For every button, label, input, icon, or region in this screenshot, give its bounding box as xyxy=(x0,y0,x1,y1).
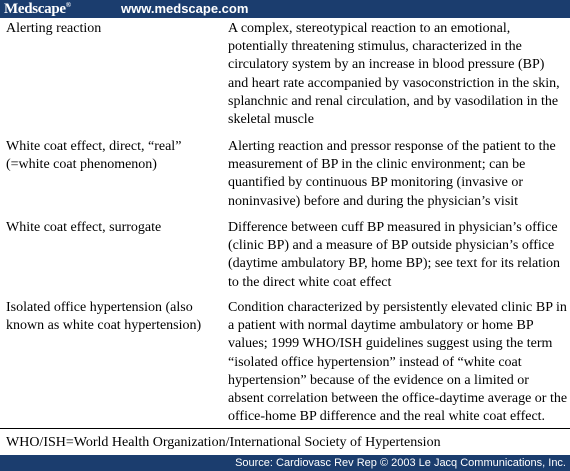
term-cell: Alerting reaction xyxy=(6,21,102,36)
header-bar xyxy=(0,0,570,18)
table-divider xyxy=(0,428,570,429)
term-cell: Isolated office hypertension (also known as white coat hypertension) xyxy=(6,300,202,334)
definition-cell: Condition characterized by persistently elevated clinic BP in a patient with normal daytime ambulatory or home BP values; 1999 WHO/ISH guidelines suggest using the term “isolated office hypertension” instead of “white coat hypertension” because of the evidence on a limited or absent correlation between the office-daytime average or the office-home BP difference and the real white coat effect. xyxy=(228,300,568,425)
definition-cell: A complex, stereotypical reaction to an emotional, potentially threatening stimulus, characterized in the circulatory system by an increase in blood pressure (BP) and heart rate accompanied by vasoconstriction in the skin, splanchnic and renal circulation, and by vasodilation in the skeletal muscle xyxy=(228,21,560,128)
source-citation: Source: Cardiovasc Rev Rep © 2003 Le Jacq Communications, Inc. xyxy=(235,457,566,469)
term-cell: White coat effect, surrogate xyxy=(6,220,162,235)
term-cell: White coat effect, direct, “real” (=white coat phenomenon) xyxy=(6,139,182,173)
medscape-logo[interactable]: Medscape® xyxy=(4,1,71,17)
definition-cell: Difference between cuff BP measured in physician’s office (clinic BP) and a measure of BP outside physician’s office (daytime ambulatory BP, home BP); see text for its relation to the direct white coat effect xyxy=(228,220,561,290)
source-bar xyxy=(0,455,570,471)
footnote: WHO/ISH=World Health Organization/International Society of Hypertension xyxy=(6,435,441,450)
site-url[interactable]: www.medscape.com xyxy=(121,1,249,16)
definition-cell: Alerting reaction and pressor response of the patient to the measurement of BP in the clinic environment; can be quantified by continuous BP monitoring (invasive or noninvasive) before and during the physician’s visit xyxy=(228,139,556,209)
